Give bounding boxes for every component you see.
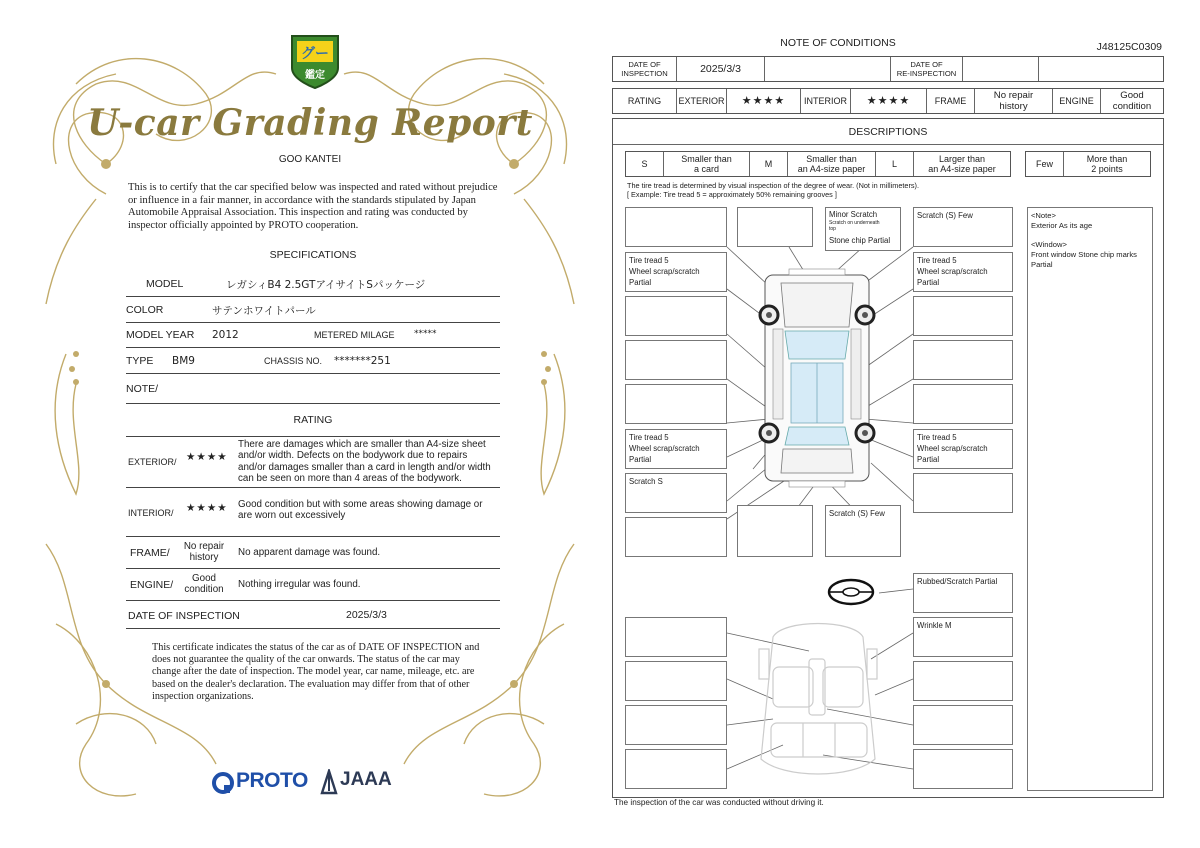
model-value: レガシィB4 2.5GTアイサイトSパッケージ <box>226 279 426 291</box>
interior-right-box-3 <box>913 705 1013 745</box>
date-of-inspection-value: 2025/3/3 <box>677 57 765 81</box>
frame-label: FRAME <box>927 89 975 113</box>
rear-left-wheel-condition: Wheel scrap/scratch Partial <box>629 444 700 464</box>
note-of-conditions <box>610 32 1166 822</box>
top-middle-box-1 <box>737 207 813 247</box>
right-box-4 <box>913 340 1013 380</box>
specifications-heading: SPECIFICATIONS <box>269 249 357 261</box>
svg-text:グー: グー <box>301 46 329 62</box>
left-scratch-box <box>625 473 727 513</box>
date-blank-2 <box>963 57 1039 81</box>
engine-value: Good condition <box>184 573 224 595</box>
date-of-inspection-value: 2025/3/3 <box>346 609 387 621</box>
interior-label: INTERIOR/ <box>128 508 174 518</box>
note-label: NOTE/ <box>126 383 159 395</box>
front-left-wheel-condition: Wheel scrap/scratch Partial <box>629 267 700 287</box>
rating-row-interior <box>126 488 500 537</box>
tire-tread-note-line-1: The tire tread is determined by visual inspection of the degree of wear. (Not in millimeters). <box>627 181 920 190</box>
interior-left-box-3 <box>625 705 727 745</box>
interior-left-box-2 <box>625 661 727 701</box>
date-blank-1 <box>765 57 891 81</box>
date-blank-3 <box>1039 57 1163 81</box>
type-value: BM9 <box>172 355 195 367</box>
minor-scratch-text: Minor Scratch <box>829 210 878 219</box>
rating-row-frame <box>126 537 500 569</box>
frame-description: No apparent damage was found. <box>238 547 381 558</box>
front-left-tire-box <box>625 252 727 292</box>
document-id: J48125C0309 <box>1096 41 1162 53</box>
frame-value: No repair history <box>183 541 225 563</box>
spec-row-note <box>126 374 500 404</box>
stone-chip-text: Stone chip Partial <box>829 236 891 245</box>
inspection-dates-table <box>612 56 1164 82</box>
svg-text:鑑定: 鑑定 <box>305 70 325 81</box>
car-interior-drawing <box>759 624 877 775</box>
interior-left-box-4 <box>625 749 727 789</box>
legend-l-desc: Larger than an A4-size paper <box>928 154 996 174</box>
legend-m: M <box>750 152 788 176</box>
rear-right-wheel-condition: Wheel scrap/scratch Partial <box>917 444 988 464</box>
metered-mileage-label: METERED MILAGE <box>314 330 395 340</box>
descriptions-heading: DESCRIPTIONS <box>613 119 1163 145</box>
steering-condition-box <box>913 573 1013 613</box>
legend-l: L <box>876 152 914 176</box>
rear-scratch-box <box>825 505 901 557</box>
note-title: NOTE OF CONDITIONS <box>780 37 896 49</box>
date-of-inspection-label: DATE OF INSPECTION <box>128 610 240 622</box>
notes-text: Exterior As its age <box>1031 221 1093 230</box>
rear-left-tire-tread: Tire tread 5 <box>629 433 669 442</box>
inspection-footnote: The inspection of the car was conducted without driving it. <box>614 798 824 807</box>
type-label: TYPE <box>126 355 154 367</box>
roof-windshield-box <box>825 207 901 251</box>
model-year-label: MODEL YEAR <box>126 329 195 341</box>
rating-heading: RATING <box>293 414 333 426</box>
interior-right-box-2 <box>913 661 1013 701</box>
interior-wrinkle-text: Wrinkle M <box>917 621 952 630</box>
rating-label: RATING <box>613 89 677 113</box>
right-scratch-box <box>913 207 1013 247</box>
model-label: MODEL <box>146 278 184 290</box>
metered-mileage-value: ***** <box>414 329 437 339</box>
spec-row-model <box>126 271 500 297</box>
interior-wrinkle-box <box>913 617 1013 657</box>
exterior-stars: ★★★★ <box>186 451 228 463</box>
left-box-8 <box>625 517 727 557</box>
tire-tread-note-line-2: [ Example: Tire tread 5 = approximately 50% remaining grooves ] <box>627 190 837 199</box>
rating-row-engine <box>126 569 500 601</box>
rear-left-tire-box <box>625 429 727 469</box>
rear-right-tire-box <box>913 429 1013 469</box>
bottom-middle-box-1 <box>737 505 813 557</box>
grading-certificate <box>36 24 584 824</box>
right-box-7 <box>913 473 1013 513</box>
front-left-tire-tread: Tire tread 5 <box>629 256 669 265</box>
color-label: COLOR <box>126 304 164 316</box>
legend-m-desc: Smaller than an A4-size paper <box>788 152 876 176</box>
interior-left-box-1 <box>625 617 727 657</box>
rating-row-exterior <box>126 436 500 488</box>
left-box-4 <box>625 340 727 380</box>
legend-few: Few <box>1026 152 1064 176</box>
jaaa-logo-icon <box>320 769 338 795</box>
engine-label: ENGINE <box>1053 89 1101 113</box>
left-box-5 <box>625 384 727 424</box>
spec-row-model-year <box>126 323 500 348</box>
front-right-tire-tread: Tire tread 5 <box>917 256 957 265</box>
steering-condition-text: Rubbed/Scratch Partial <box>917 577 998 586</box>
interior-right-box-4 <box>913 749 1013 789</box>
notes-panel <box>1027 207 1153 791</box>
engine-label: ENGINE/ <box>130 579 174 591</box>
descriptions-panel <box>612 118 1164 798</box>
certification-statement: This is to certify that the car specified below was inspected and rated without prejudice or influence in a fair manner, in accordance with the standards stipulated by Japan Automobile Appraisal Association. This inspection and rating was conducted by inspector officially appointed by PROTO cooperation. <box>128 182 498 231</box>
model-year-value: 2012 <box>212 329 239 341</box>
exterior-stars: ★★★★ <box>727 89 801 113</box>
notes-label: <Note> <box>1031 211 1056 220</box>
color-value: サテンホワイトパール <box>212 305 316 317</box>
car-top-view-drawing <box>760 269 874 487</box>
report-subtitle: GOO KANTEI <box>278 154 342 165</box>
front-right-tire-box <box>913 252 1013 292</box>
legend-few-desc: More than 2 points <box>1086 154 1128 174</box>
jaaa-brand-name: JAAA <box>340 769 392 790</box>
legend-s-desc: Smaller than a card <box>664 152 750 176</box>
interior-stars: ★★★★ <box>851 89 927 113</box>
right-scratch-text: Scratch (S) Few <box>917 211 973 220</box>
goo-kantei-logo <box>288 32 342 92</box>
date-of-inspection-label: DATE OF INSPECTION <box>613 57 677 81</box>
frame-label: FRAME/ <box>130 547 170 559</box>
right-box-5 <box>913 384 1013 424</box>
chassis-label: CHASSIS NO. <box>264 356 323 366</box>
rating-row-date <box>126 601 500 629</box>
rating-summary-table <box>612 88 1164 114</box>
minor-scratch-subtext: Scratch on underneath top <box>829 220 880 232</box>
window-label: <Window> <box>1031 240 1067 249</box>
left-box-1 <box>625 207 727 247</box>
rear-right-tire-tread: Tire tread 5 <box>917 433 957 442</box>
proto-brand-name: PROTO <box>236 769 308 792</box>
left-scratch-text: Scratch S <box>629 477 663 486</box>
exterior-description: There are damages which are smaller than A4-size sheet and/or width. Defects on the bodywork due to repairs and/or damages smaller than a card in length and/or width can be seen on more than 4 areas of the bodywork. <box>238 439 491 485</box>
interior-stars: ★★★★ <box>186 502 228 514</box>
report-title: U-car Grading Report <box>87 102 533 144</box>
steering-wheel-icon <box>829 580 873 604</box>
date-of-reinspection-label: DATE OF RE-INSPECTION <box>891 57 963 81</box>
spec-row-type <box>126 348 500 374</box>
chassis-value: *******251 <box>334 355 391 367</box>
engine-value: Good condition <box>1112 90 1152 112</box>
spec-row-color <box>126 297 500 323</box>
proto-logo-icon <box>212 772 234 794</box>
interior-description: Good condition but with some areas showing damage or are worn out excessively <box>238 499 483 522</box>
exterior-label: EXTERIOR <box>677 89 727 113</box>
exterior-label: EXTERIOR/ <box>128 457 177 467</box>
window-text: Front window Stone chip marks Partial <box>1031 250 1137 269</box>
certificate-disclaimer: This certificate indicates the status of the car as of DATE OF INSPECTION and does not guarantee the quality of the car onwards. The status of the car may change after the date of inspection. The model year, car name, mileage, etc. are based on the dealer's declaration. The evaluation may differ from that of other inspection organizations. <box>152 642 480 702</box>
front-right-wheel-condition: Wheel scrap/scratch Partial <box>917 267 988 287</box>
frame-value: No repair history <box>975 89 1053 113</box>
left-box-3 <box>625 296 727 336</box>
engine-description: Nothing irregular was found. <box>238 579 361 590</box>
interior-label: INTERIOR <box>801 89 851 113</box>
right-box-3 <box>913 296 1013 336</box>
legend-s: S <box>626 152 664 176</box>
rear-scratch-text: Scratch (S) Few <box>829 509 885 518</box>
